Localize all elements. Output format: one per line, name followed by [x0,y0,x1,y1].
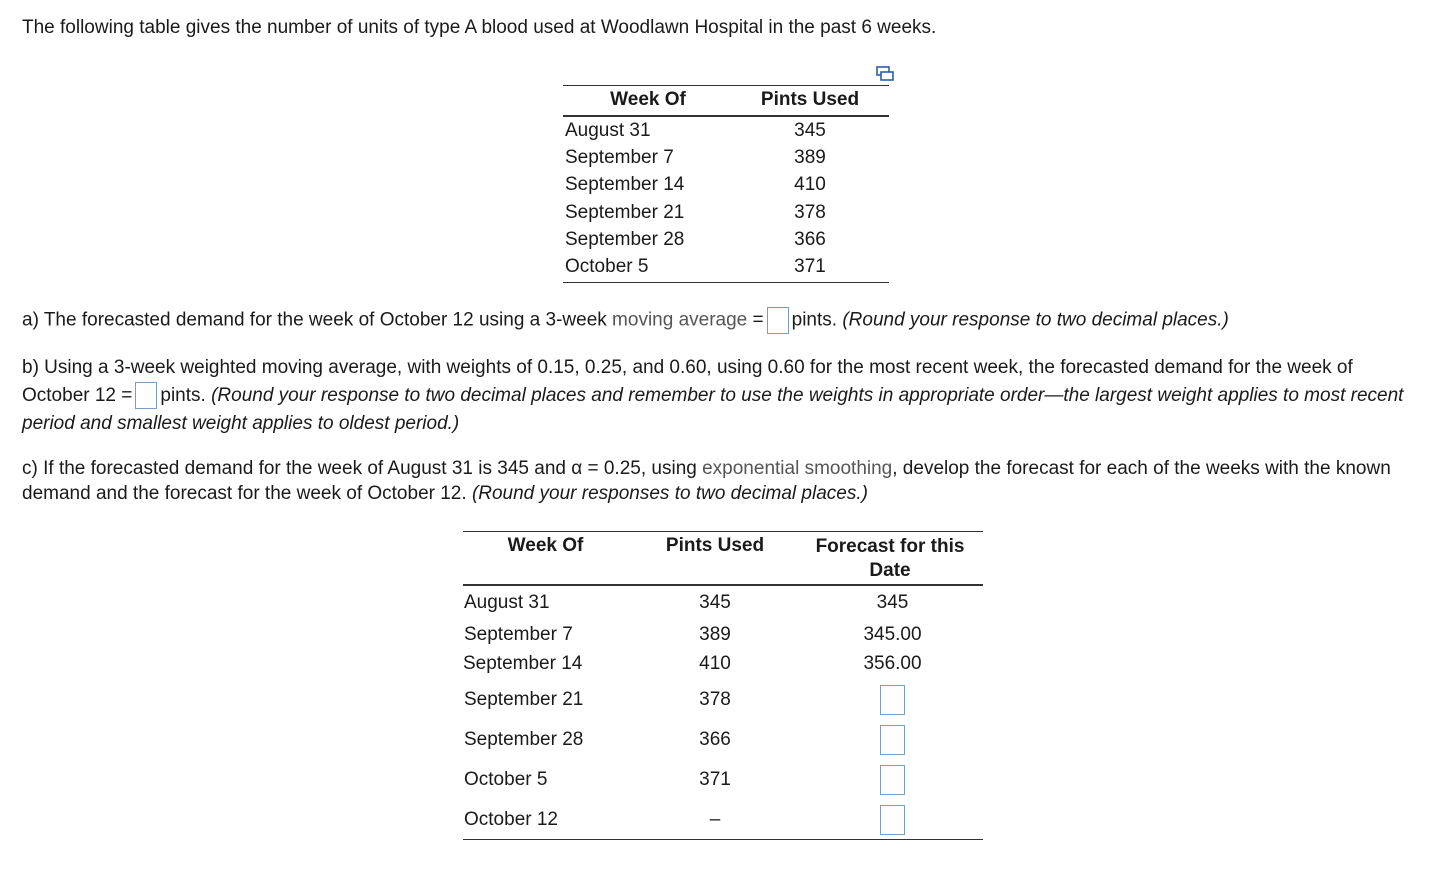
question-c-text-2: , develop the forecast for each of the weeks with the known demand and the forecast for the week of October 12. [22,458,1391,504]
question-c [22,456,1417,506]
question-b-text: b) Using a 3-week weighted moving average, with weights of 0.15, 0.25, and 0.60, using 0.60 for the most recent week, the forecasted demand for the week of October 12 = [22,357,1353,406]
question-a-note: (Round your response to two decimal places.) [842,309,1229,331]
forecast-input-september-28[interactable] [880,725,905,755]
cell-week: September 14 [565,174,685,195]
column-header-week: Week Of [610,89,686,110]
question-a [22,307,1229,334]
cell-forecast: 356.00 [863,653,922,674]
cell-forecast: 345 [876,592,909,613]
intro-text: The following table gives the number of units of type A blood used at Woodlawn Hospital in the past 6 weeks. [22,17,937,38]
cell-pints: 410 [699,653,731,674]
cell-week: October 5 [565,256,649,277]
cell-week: September 28 [464,729,584,750]
table-rule [463,839,983,840]
question-a-text: a) The forecasted demand for the week of October 12 using a 3-week [22,309,613,331]
cell-week: September 7 [464,624,573,645]
copy-data-icon[interactable] [876,66,894,81]
question-a-equals: = [747,309,764,331]
table-rule [563,115,889,117]
moving-average-link[interactable]: moving average [612,309,748,331]
table-rule [463,531,983,532]
cell-pints: 410 [794,174,826,195]
cell-week: September 21 [565,202,685,223]
column-header-pints: Pints Used [665,535,765,556]
cell-week: September 7 [565,147,674,168]
answer-b-input[interactable] [135,382,157,409]
cell-pints: 371 [794,256,826,277]
column-header-pints: Pints Used [760,89,860,110]
cell-pints: 345 [699,592,731,613]
cell-week: September 14 [463,653,583,674]
cell-pints: 371 [699,769,731,790]
question-c-text: c) If the forecasted demand for the week of August 31 is 345 and α = 0.25, using [22,458,703,479]
question-b [22,354,1417,438]
column-header-week: Week Of [507,535,584,556]
answer-a-input[interactable] [767,307,789,334]
forecast-input-september-21[interactable] [880,685,905,715]
cell-pints: 366 [794,229,826,250]
cell-pints: 345 [794,120,826,141]
exponential-smoothing-link[interactable]: exponential smoothing [702,458,893,479]
question-c-note: (Round your responses to two decimal places.) [471,483,868,504]
cell-pints: – [709,809,721,830]
cell-week: October 12 [464,809,558,830]
cell-pints: 389 [699,624,731,645]
cell-week: September 28 [565,229,685,250]
cell-pints: 389 [794,147,826,168]
table-rule [563,85,889,86]
cell-week: August 31 [464,592,550,613]
forecast-input-october-5[interactable] [880,765,905,795]
cell-pints: 378 [794,202,826,223]
question-a-unit: pints. [791,309,843,331]
cell-forecast: 345.00 [863,624,922,645]
forecast-input-october-12[interactable] [880,805,905,835]
cell-pints: 378 [699,689,731,710]
column-header-forecast: Forecast for this Date [815,536,965,581]
table-rule [463,584,983,586]
question-b-note: (Round your response to two decimal places and remember to use the weights in appropriate order—the largest weight applies to most recent period and smallest weight applies to oldest period.) [22,385,1404,434]
cell-week: August 31 [565,120,651,141]
cell-week: September 21 [464,689,584,710]
cell-week: October 5 [464,769,548,790]
table-rule [563,282,889,283]
cell-pints: 366 [699,729,731,750]
question-b-unit: pints. [160,385,212,406]
